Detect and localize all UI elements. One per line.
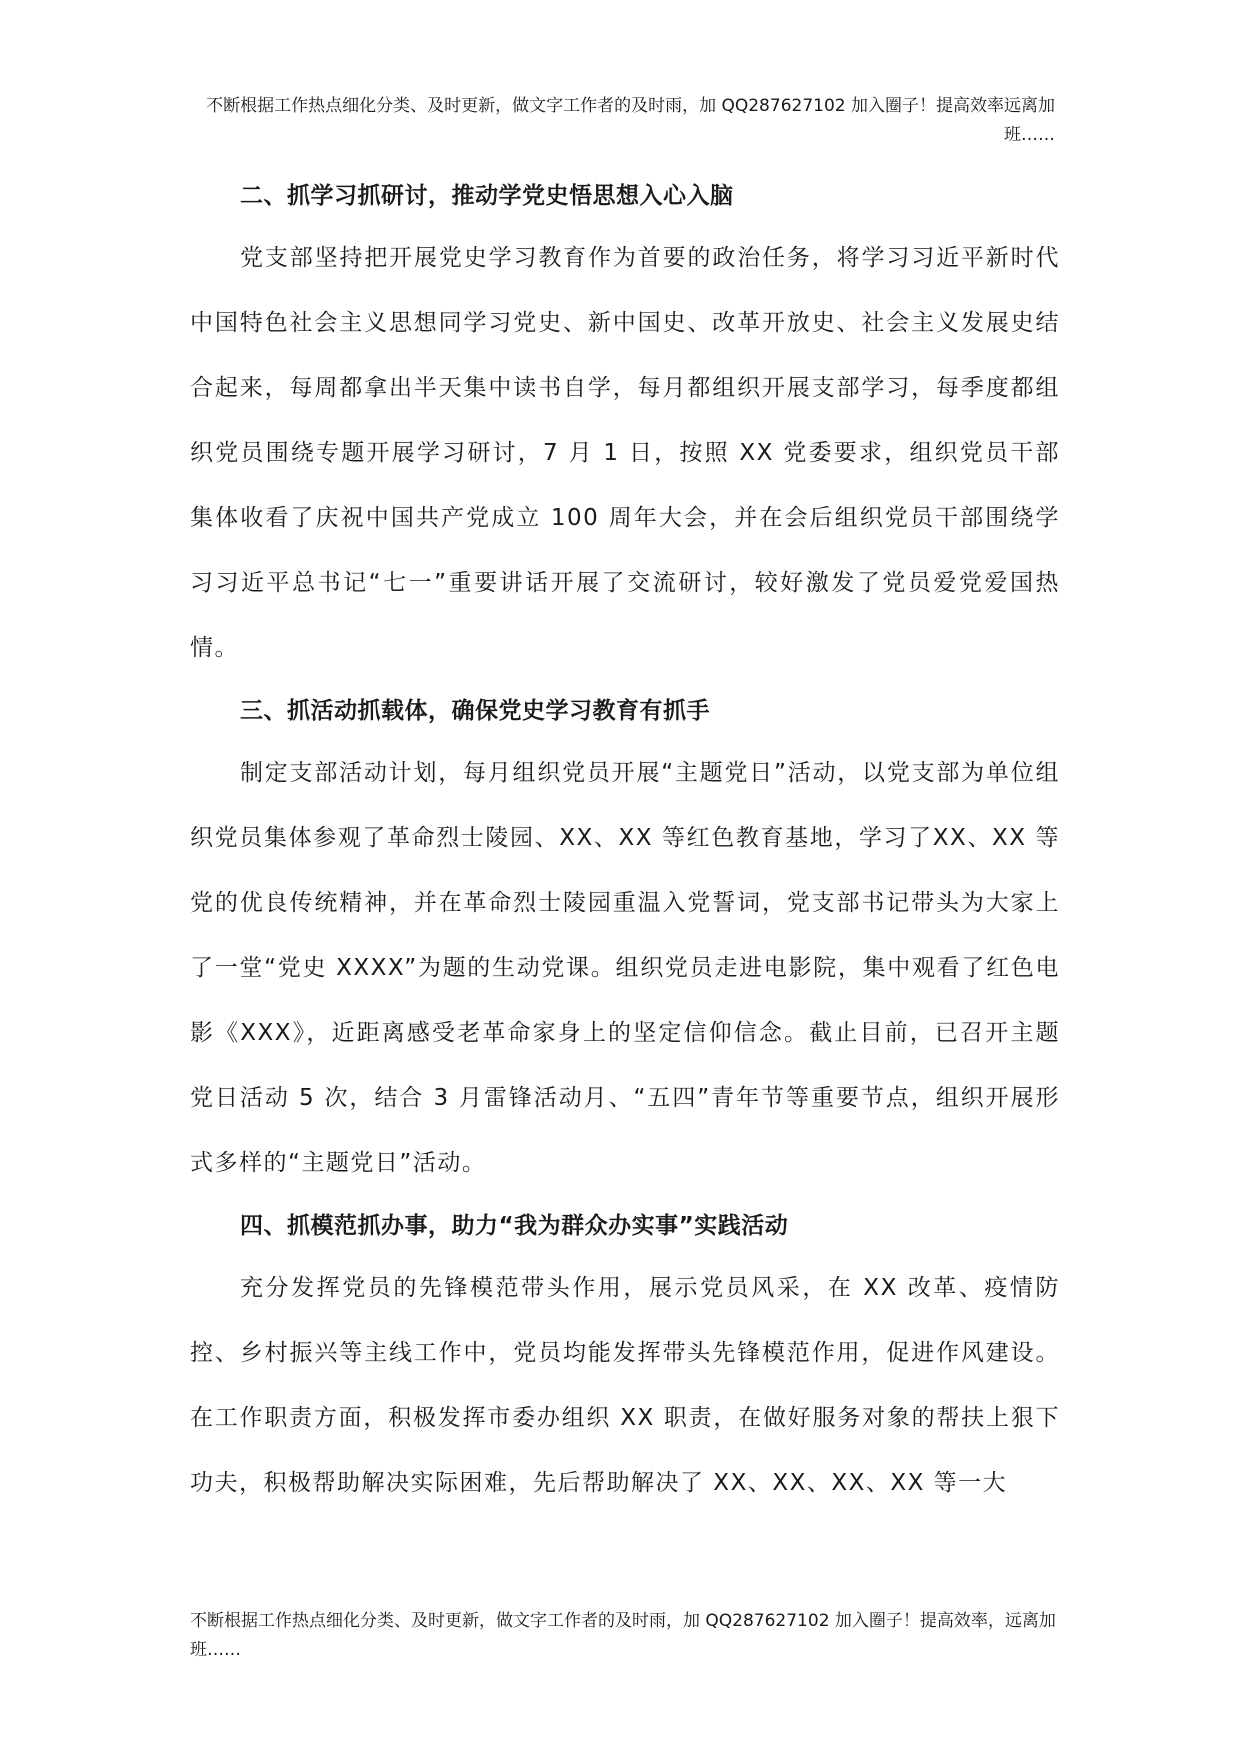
header-note: 不断根据工作热点细化分类、及时更新，做文字工作者的及时雨，加 QQ287627102 加入圈子！提高效率远离加班…… xyxy=(206,96,1055,145)
section-heading-3: 三、抓活动抓载体，确保党史学习教育有抓手 xyxy=(240,698,710,724)
section-heading-4: 四、抓模范抓办事，助力“我为群众办实事”实践活动 xyxy=(240,1213,789,1239)
section-heading-2: 二、抓学习抓研讨，推动学党史悟思想入心入脑 xyxy=(240,183,734,209)
footer-note: 不断根据工作热点细化分类、及时更新，做文字工作者的及时雨，加 QQ287627102 加入圈子！提高效率，远离加班…… xyxy=(190,1611,1056,1660)
section-paragraph-4: 充分发挥党员的先锋模范带头作用，展示党员风采，在 XX 改革、疫情防控、乡村振兴等主线工作中，党员均能发挥带头先锋模范作用，促进作风建设。在工作职责方面，积极发挥市委办组织 XX 职责，在做好服务对象的帮扶上狠下功夫，积极帮助解决实际困难，先后帮助解决了 XX、XX、XX、XX 等一大 xyxy=(190,1275,1060,1496)
section-paragraph-3: 制定支部活动计划，每月组织党员开展“主题党日”活动，以党支部为单位组织党员集体参观了革命烈士陵园、XX、XX 等红色教育基地，学习了XX、XX 等党的优良传统精神，并在革命烈士陵园重温入党誓词，党支部书记带头为大家上了一堂“党史 XXXX”为题的生动党课。组织党员走进电影院，集中观看了红色电影《XXX》，近距离感受老革命家身上的坚定信仰信念。截止目前，已召开主题党日活动 5 次，结合 3 月雷锋活动月、“五四”青年节等重要节点，组织开展形式多样的“主题党日”活动。 xyxy=(190,760,1060,1176)
document-body xyxy=(190,166,1060,1516)
section-paragraph-2: 党支部坚持把开展党史学习教育作为首要的政治任务，将学习习近平新时代中国特色社会主义思想同学习党史、新中国史、改革开放史、社会主义发展史结合起来，每周都拿出半天集中读书自学，每月都组织开展支部学习，每季度都组织党员围绕专题开展学习研讨，7 月 1 日，按照 XX 党委要求，组织党员干部集体收看了庆祝中国共产党成立 100 周年大会，并在会后组织党员干部围绕学习习近平总书记“七一”重要讲话开展了交流研讨，较好激发了党员爱党爱国热情。 xyxy=(190,245,1060,661)
